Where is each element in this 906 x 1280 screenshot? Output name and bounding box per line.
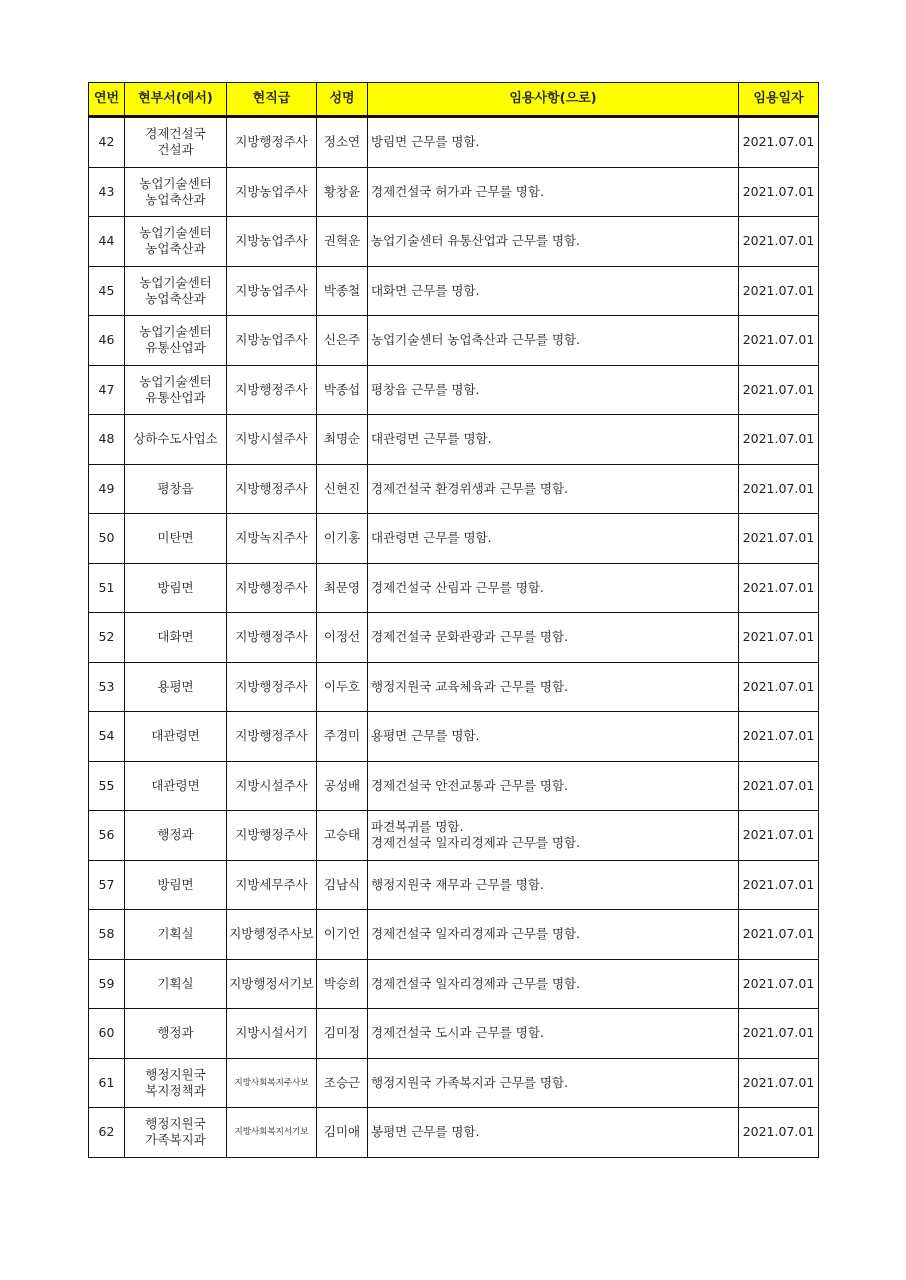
cell-no: 61 xyxy=(89,1058,125,1108)
cell-rank: 지방시설주사 xyxy=(227,415,317,465)
cell-dept: 방림면 xyxy=(125,563,227,613)
cell-name: 최문영 xyxy=(317,563,368,613)
cell-rank: 지방시설주사 xyxy=(227,761,317,811)
table-row xyxy=(89,712,819,762)
header-duty: 임용사항(으로) xyxy=(368,83,739,117)
cell-name: 황창윤 xyxy=(317,167,368,217)
cell-rank: 지방행정주사 xyxy=(227,662,317,712)
cell-name: 정소연 xyxy=(317,117,368,168)
table-row xyxy=(89,613,819,663)
cell-date: 2021.07.01 xyxy=(739,662,819,712)
cell-date: 2021.07.01 xyxy=(739,415,819,465)
cell-rank: 지방시설서기 xyxy=(227,1009,317,1059)
cell-rank: 지방행정주사 xyxy=(227,712,317,762)
cell-dept: 기획실 xyxy=(125,959,227,1009)
cell-date: 2021.07.01 xyxy=(739,910,819,960)
cell-duty: 대관령면 근무를 명함. xyxy=(368,514,739,564)
cell-rank: 지방행정주사 xyxy=(227,563,317,613)
cell-no: 45 xyxy=(89,266,125,316)
cell-dept: 상하수도사업소 xyxy=(125,415,227,465)
cell-no: 58 xyxy=(89,910,125,960)
table-row xyxy=(89,811,819,861)
cell-date: 2021.07.01 xyxy=(739,266,819,316)
cell-dept: 농업기술센터 유통산업과 xyxy=(125,365,227,415)
cell-name: 김미정 xyxy=(317,1009,368,1059)
table-row xyxy=(89,167,819,217)
cell-dept: 용평면 xyxy=(125,662,227,712)
cell-date: 2021.07.01 xyxy=(739,563,819,613)
cell-duty: 평창읍 근무를 명함. xyxy=(368,365,739,415)
cell-name: 이기언 xyxy=(317,910,368,960)
cell-duty: 용평면 근무를 명함. xyxy=(368,712,739,762)
header-date: 임용일자 xyxy=(739,83,819,117)
cell-name: 김남식 xyxy=(317,860,368,910)
cell-name: 최명순 xyxy=(317,415,368,465)
cell-name: 박종섭 xyxy=(317,365,368,415)
cell-duty: 파견복귀를 명함. 경제건설국 일자리경제과 근무를 명함. xyxy=(368,811,739,861)
cell-dept: 대관령면 xyxy=(125,712,227,762)
table-row xyxy=(89,662,819,712)
cell-no: 54 xyxy=(89,712,125,762)
cell-duty: 농업기술센터 농업축산과 근무를 명함. xyxy=(368,316,739,366)
cell-rank: 지방농업주사 xyxy=(227,316,317,366)
cell-dept: 미탄면 xyxy=(125,514,227,564)
cell-no: 46 xyxy=(89,316,125,366)
cell-rank: 지방행정주사 xyxy=(227,117,317,168)
cell-duty: 농업기술센터 유통산업과 근무를 명함. xyxy=(368,217,739,267)
table-row xyxy=(89,959,819,1009)
cell-duty: 봉평면 근무를 명함. xyxy=(368,1108,739,1158)
cell-duty: 대화면 근무를 명함. xyxy=(368,266,739,316)
cell-rank: 지방행정주사보 xyxy=(227,910,317,960)
header-dept: 현부서(에서) xyxy=(125,83,227,117)
table-row xyxy=(89,117,819,168)
appointment-table xyxy=(88,82,819,1158)
cell-rank: 지방세무주사 xyxy=(227,860,317,910)
cell-duty: 경제건설국 일자리경제과 근무를 명함. xyxy=(368,910,739,960)
cell-no: 47 xyxy=(89,365,125,415)
table-row xyxy=(89,514,819,564)
cell-duty: 경제건설국 환경위생과 근무를 명함. xyxy=(368,464,739,514)
cell-rank: 지방행정서기보 xyxy=(227,959,317,1009)
cell-date: 2021.07.01 xyxy=(739,761,819,811)
cell-duty: 경제건설국 허가과 근무를 명함. xyxy=(368,167,739,217)
cell-rank: 지방농업주사 xyxy=(227,167,317,217)
header-name: 성명 xyxy=(317,83,368,117)
header-rank: 현직급 xyxy=(227,83,317,117)
cell-rank: 지방농업주사 xyxy=(227,217,317,267)
cell-dept: 행정과 xyxy=(125,811,227,861)
cell-dept: 대관령면 xyxy=(125,761,227,811)
cell-name: 이두호 xyxy=(317,662,368,712)
cell-no: 56 xyxy=(89,811,125,861)
cell-no: 44 xyxy=(89,217,125,267)
cell-date: 2021.07.01 xyxy=(739,959,819,1009)
cell-dept: 평창읍 xyxy=(125,464,227,514)
cell-date: 2021.07.01 xyxy=(739,712,819,762)
cell-dept: 농업기술센터 유통산업과 xyxy=(125,316,227,366)
cell-dept: 기획실 xyxy=(125,910,227,960)
cell-name: 신현진 xyxy=(317,464,368,514)
cell-no: 60 xyxy=(89,1009,125,1059)
cell-date: 2021.07.01 xyxy=(739,316,819,366)
cell-rank: 지방행정주사 xyxy=(227,811,317,861)
header-row xyxy=(89,83,819,117)
cell-no: 49 xyxy=(89,464,125,514)
cell-rank: 지방녹지주사 xyxy=(227,514,317,564)
cell-no: 59 xyxy=(89,959,125,1009)
table-row xyxy=(89,1009,819,1059)
cell-name: 고승태 xyxy=(317,811,368,861)
table-row xyxy=(89,860,819,910)
cell-no: 57 xyxy=(89,860,125,910)
cell-no: 48 xyxy=(89,415,125,465)
cell-name: 이기홍 xyxy=(317,514,368,564)
cell-name: 권혁운 xyxy=(317,217,368,267)
cell-date: 2021.07.01 xyxy=(739,1058,819,1108)
cell-dept: 농업기술센터 농업축산과 xyxy=(125,266,227,316)
cell-no: 52 xyxy=(89,613,125,663)
cell-name: 박승희 xyxy=(317,959,368,1009)
cell-duty: 경제건설국 도시과 근무를 명함. xyxy=(368,1009,739,1059)
cell-date: 2021.07.01 xyxy=(739,365,819,415)
cell-no: 55 xyxy=(89,761,125,811)
cell-rank: 지방사회복지서기보 xyxy=(227,1108,317,1158)
cell-rank: 지방농업주사 xyxy=(227,266,317,316)
cell-name: 신은주 xyxy=(317,316,368,366)
cell-no: 50 xyxy=(89,514,125,564)
table-row xyxy=(89,1058,819,1108)
cell-date: 2021.07.01 xyxy=(739,217,819,267)
cell-duty: 경제건설국 안전교통과 근무를 명함. xyxy=(368,761,739,811)
cell-date: 2021.07.01 xyxy=(739,860,819,910)
cell-rank: 지방행정주사 xyxy=(227,365,317,415)
cell-dept: 대화면 xyxy=(125,613,227,663)
cell-date: 2021.07.01 xyxy=(739,514,819,564)
cell-dept: 행정과 xyxy=(125,1009,227,1059)
cell-rank: 지방행정주사 xyxy=(227,613,317,663)
cell-duty: 방림면 근무를 명함. xyxy=(368,117,739,168)
cell-duty: 행정지원국 가족복지과 근무를 명함. xyxy=(368,1058,739,1108)
cell-dept: 농업기술센터 농업축산과 xyxy=(125,217,227,267)
cell-date: 2021.07.01 xyxy=(739,117,819,168)
cell-name: 김미애 xyxy=(317,1108,368,1158)
cell-duty: 행정지원국 재무과 근무를 명함. xyxy=(368,860,739,910)
header-no: 연번 xyxy=(89,83,125,117)
table-row xyxy=(89,761,819,811)
cell-rank: 지방행정주사 xyxy=(227,464,317,514)
cell-name: 박종철 xyxy=(317,266,368,316)
table-row xyxy=(89,316,819,366)
table-row xyxy=(89,910,819,960)
cell-name: 주경미 xyxy=(317,712,368,762)
table-row xyxy=(89,1108,819,1158)
cell-date: 2021.07.01 xyxy=(739,1009,819,1059)
cell-date: 2021.07.01 xyxy=(739,167,819,217)
cell-name: 조승근 xyxy=(317,1058,368,1108)
cell-date: 2021.07.01 xyxy=(739,1108,819,1158)
cell-dept: 행정지원국 복지정책과 xyxy=(125,1058,227,1108)
cell-name: 공성배 xyxy=(317,761,368,811)
cell-date: 2021.07.01 xyxy=(739,811,819,861)
table-row xyxy=(89,415,819,465)
cell-dept: 농업기술센터 농업축산과 xyxy=(125,167,227,217)
table-row xyxy=(89,365,819,415)
cell-duty: 경제건설국 문화관광과 근무를 명함. xyxy=(368,613,739,663)
cell-duty: 대관령면 근무를 명함. xyxy=(368,415,739,465)
cell-dept: 행정지원국 가족복지과 xyxy=(125,1108,227,1158)
table-row xyxy=(89,217,819,267)
cell-no: 42 xyxy=(89,117,125,168)
cell-date: 2021.07.01 xyxy=(739,464,819,514)
cell-duty: 경제건설국 산림과 근무를 명함. xyxy=(368,563,739,613)
table-row xyxy=(89,563,819,613)
cell-duty: 행정지원국 교육체육과 근무를 명함. xyxy=(368,662,739,712)
table-row xyxy=(89,464,819,514)
cell-duty: 경제건설국 일자리경제과 근무를 명함. xyxy=(368,959,739,1009)
cell-no: 53 xyxy=(89,662,125,712)
cell-dept: 경제건설국 건설과 xyxy=(125,117,227,168)
cell-rank: 지방사회복지주사보 xyxy=(227,1058,317,1108)
cell-no: 43 xyxy=(89,167,125,217)
cell-date: 2021.07.01 xyxy=(739,613,819,663)
cell-dept: 방림면 xyxy=(125,860,227,910)
table-row xyxy=(89,266,819,316)
cell-no: 51 xyxy=(89,563,125,613)
cell-no: 62 xyxy=(89,1108,125,1158)
cell-name: 이정선 xyxy=(317,613,368,663)
